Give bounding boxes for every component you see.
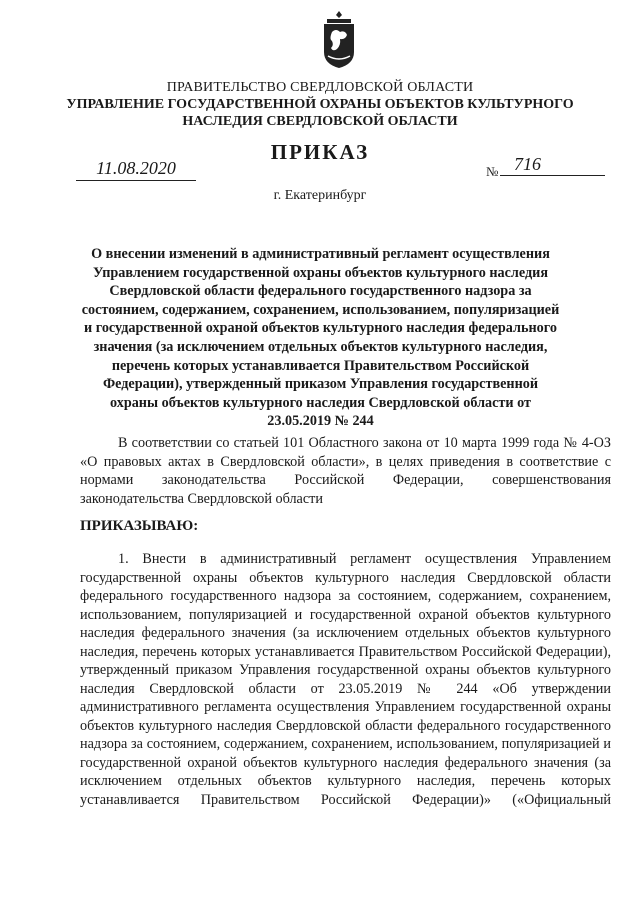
city: г. Екатеринбург <box>273 188 367 203</box>
preamble-paragraph: В соответствии со статьей 101 Областного закона от 10 марта 1999 года № 4-ОЗ «О правовых актах в Свердловской области», в целях приведения в соответствие с нормами законодательства Российской Федерации, совершенствования законодательства Свердловской области <box>80 435 611 507</box>
document-title: О внесении изменений в административный регламент осуществления Управлением государственной охраны объектов культурного наследия Свердловской области федерального государственного надзора за состоянием, содержанием, сохранением, использованием, популяризацией и государственной охраной объектов культурного наследия федерального значения (за исключением отдельных объектов культурного наследия, перечень которых устанавливается Правительством Российской Федерации), утвержденный приказом Управления государственной охраны объектов культурного наследия Свердловской области от 23.05.2019 № 244 <box>81 246 560 430</box>
document-type: ПРИКАЗ <box>270 140 370 164</box>
order-number: 716 <box>500 154 605 176</box>
department-name: УПРАВЛЕНИЕ ГОСУДАРСТВЕННОЙ ОХРАНЫ ОБЪЕКТОВ КУЛЬТУРНОГО НАСЛЕДИЯ СВЕРДЛОВСКОЙ ОБЛАСТИ <box>66 97 574 129</box>
order-date: 11.08.2020 <box>76 158 196 181</box>
number-label: № <box>486 164 499 179</box>
government-name: ПРАВИТЕЛЬСТВО СВЕРДЛОВСКОЙ ОБЛАСТИ <box>166 80 474 95</box>
orders-heading: ПРИКАЗЫВАЮ: <box>80 518 199 534</box>
coat-of-arms-icon <box>318 10 360 70</box>
item-1-paragraph: 1. Внести в административный регламент осуществления Управлением государственной охраны объектов культурного наследия Свердловской области федерального государственного надзора за состоянием, содержанием, сохранением, использованием, популяризацией и государственной охраной объектов культурного наследия федерального значения (за исключением отдельных объектов культурного наследия, перечень которых устанавливается Правительством Российской Федерации), утвержденный приказом Управления государственной охраны объектов культурного наследия Свердловской области от 23.05.2019 № 244 «Об утверждении административного регламента осуществления Управлением государственной охраны объектов культурного наследия Свердловской области федерального государственного надзора за состоянием, содержанием, сохранением, использованием, популяризацией и государственной охраной объектов культурного наследия федерального значения (за исключением отдельных объектов культурного наследия, перечень которых устанавливается Правительством Российской Федерации)» («Официальный <box>80 551 611 808</box>
